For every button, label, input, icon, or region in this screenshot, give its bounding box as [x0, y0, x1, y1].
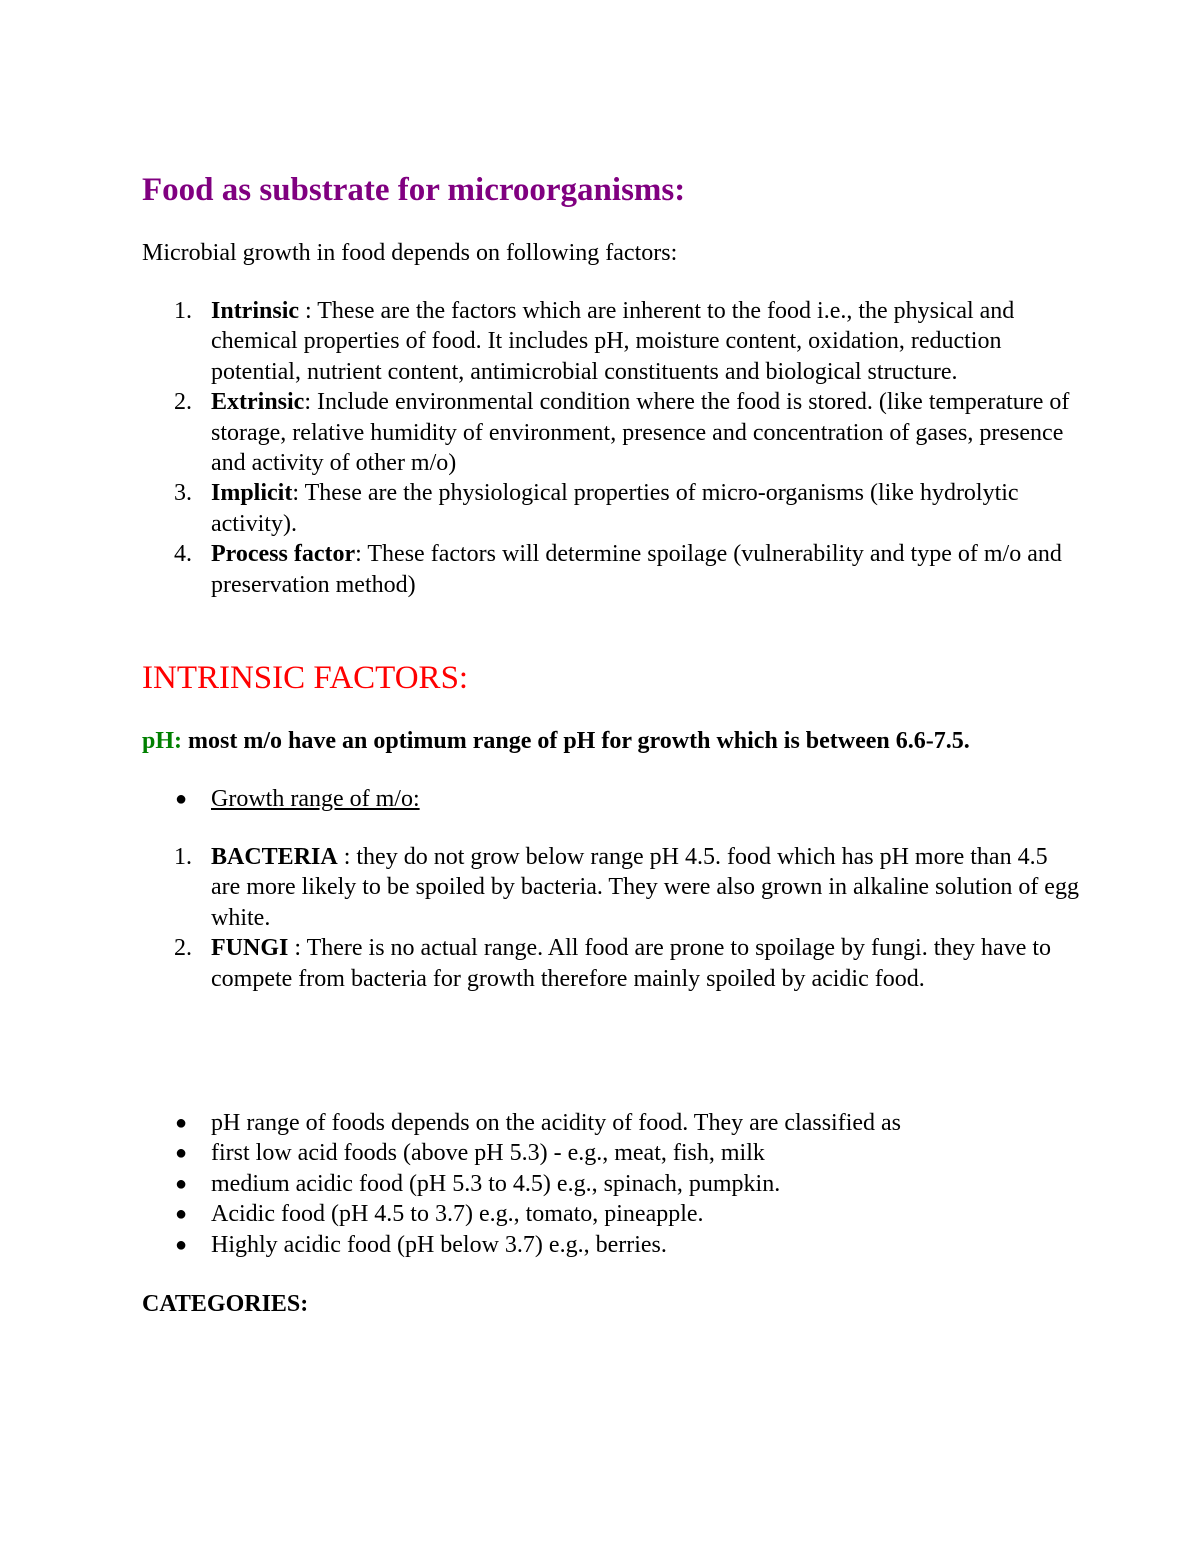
document-title: Food as substrate for microorganisms:	[142, 172, 686, 208]
bullet-text: Highly acidic food (pH below 3.7) e.g., berries.	[211, 1231, 667, 1258]
list-item	[142, 1199, 1082, 1229]
organism-description: : There is no actual range. All food are prone to spoilage by fungi. they have to compete from bacteria for growth therefore mainly spoiled by acidic food.	[211, 935, 1052, 992]
factors-list	[142, 296, 1082, 600]
list-number: 3.	[174, 480, 192, 507]
growth-range-bullet-list	[142, 784, 1082, 814]
list-item	[142, 1230, 1082, 1260]
list-number: 1.	[174, 298, 192, 324]
intro-paragraph: Microbial growth in food depends on following factors:	[142, 240, 678, 266]
list-item	[142, 933, 1082, 994]
list-item	[142, 478, 1082, 539]
bullet-icon: ●	[175, 788, 188, 810]
factor-term: Extrinsic	[211, 389, 305, 416]
list-item	[142, 296, 1082, 387]
organism-term: BACTERIA	[211, 844, 338, 870]
list-number: 2.	[174, 935, 192, 962]
factor-description: : Include environmental condition where the food is stored. (like temperature of storage, relative humidity of environment, presence and concentration of gases, presence and activity of other m/o)	[211, 389, 1070, 477]
bullet-icon: ●	[175, 1142, 188, 1165]
factor-description: : These factors will determine spoilage (vulnerability and type of m/o and preservation method)	[211, 541, 1062, 598]
ph-text: most m/o have an optimum range of pH for growth which is between 6.6-7.5.	[182, 728, 970, 754]
list-item	[142, 842, 1082, 933]
factor-term: Process factor	[211, 541, 356, 568]
growth-range-list	[142, 842, 1082, 994]
section-heading: INTRINSIC FACTORS:	[142, 660, 469, 696]
food-acidity-list	[142, 1108, 1082, 1260]
list-number: 1.	[174, 844, 192, 870]
ph-statement	[142, 726, 970, 756]
ph-label: pH:	[142, 728, 183, 754]
factor-description: : These are the physiological properties of micro-organisms (like hydrolytic activity).	[211, 480, 1019, 537]
bullet-icon: ●	[175, 1233, 188, 1256]
categories-heading: CATEGORIES:	[142, 1291, 309, 1317]
organism-description: : they do not grow below range pH 4.5. food which has pH more than 4.5 are more likely to be spoiled by bacteria. They were also grown in alkaline solution of egg white.	[211, 844, 1079, 931]
growth-range-label: Growth range of m/o:	[211, 786, 420, 812]
bullet-icon: ●	[175, 1203, 188, 1226]
list-number: 2.	[174, 389, 192, 416]
bullet-text: pH range of foods depends on the acidity of food. They are classified as	[211, 1110, 902, 1136]
bullet-text: Acidic food (pH 4.5 to 3.7) e.g., tomato, pineapple.	[211, 1201, 704, 1228]
list-item	[142, 1138, 1082, 1168]
organism-term: FUNGI	[211, 935, 289, 962]
list-item	[142, 387, 1082, 478]
list-item	[142, 539, 1082, 600]
bullet-icon: ●	[175, 1172, 188, 1195]
factor-description: : These are the factors which are inherent to the food i.e., the physical and chemical properties of food. It includes pH, moisture content, oxidation, reduction potential, nutrient content, antimicrobial constituents and biological structure.	[211, 298, 1015, 385]
list-item	[142, 1108, 1082, 1138]
list-number: 4.	[174, 541, 192, 568]
factor-term: Implicit	[211, 480, 293, 507]
factor-term: Intrinsic	[211, 298, 300, 324]
bullet-icon: ●	[175, 1112, 188, 1134]
list-item	[142, 784, 1082, 814]
bullet-text: first low acid foods (above pH 5.3) - e.g., meat, fish, milk	[211, 1140, 765, 1167]
list-item	[142, 1169, 1082, 1199]
bullet-text: medium acidic food (pH 5.3 to 4.5) e.g., spinach, pumpkin.	[211, 1170, 781, 1197]
